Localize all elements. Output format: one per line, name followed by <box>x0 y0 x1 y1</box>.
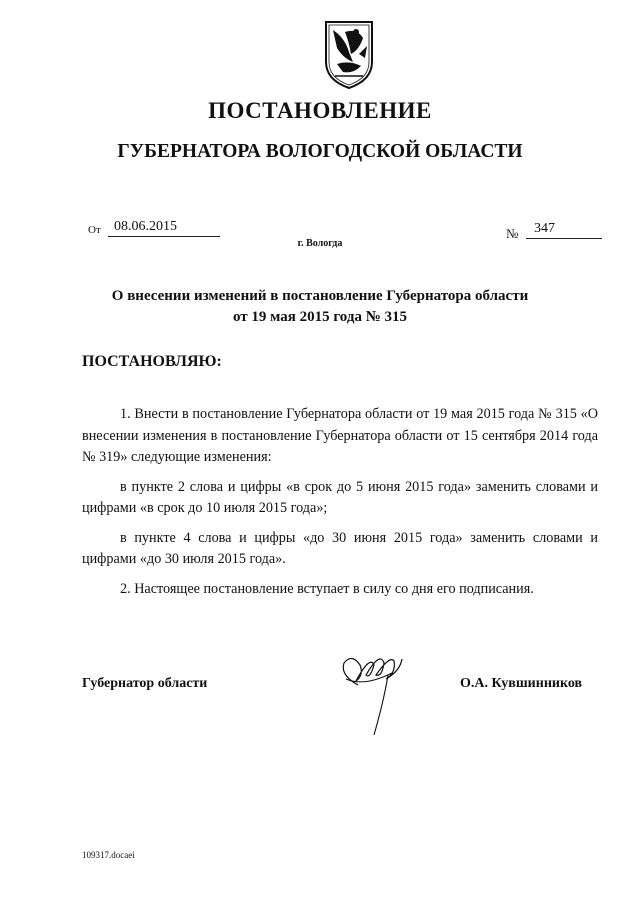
decree-word: ПОСТАНОВЛЯЮ: <box>82 353 222 370</box>
number-value: 347 <box>534 221 555 236</box>
vologda-coat-of-arms-icon <box>323 18 375 90</box>
signatory-post: Губернатор области <box>82 676 208 691</box>
date-label: От <box>88 224 101 236</box>
document-subject <box>60 286 580 328</box>
city: г. Вологда <box>297 238 343 249</box>
subject-line-2: от 19 мая 2015 года № 315 <box>232 309 408 325</box>
paragraph-2: в пункте 2 слова и цифры «в срок до 5 июня 2015 года» заменить словами и цифрами «в срок до 10 июля 2015 года»; <box>82 478 598 516</box>
document-issuer: ГУБЕРНАТОРА ВОЛОГОДСКОЙ ОБЛАСТИ <box>117 141 523 162</box>
handwritten-signature <box>330 645 410 740</box>
signatory-name: О.А. Кувшинников <box>460 676 583 691</box>
paragraph-4: 2. Настоящее постановление вступает в силу со дня его подписания. <box>120 580 534 597</box>
date-value: 08.06.2015 <box>114 219 177 234</box>
paragraph-3: в пункте 4 слова и цифры «до 30 июня 2015 года» заменить словами и цифрами «до 30 июля 2015 года». <box>82 529 598 567</box>
date-field <box>108 220 220 237</box>
number-field <box>526 222 602 239</box>
subject-line-1: О внесении изменений в постановление Губернатора области <box>111 288 529 304</box>
document-title: ПОСТАНОВЛЕНИЕ <box>208 98 432 123</box>
document-body <box>82 404 598 608</box>
paragraph-1: 1. Внести в постановление Губернатора области от 19 мая 2015 года № 315 «О внесении изменения в постановление Губернатора области от 15 сентября 2014 года № 319» следующие изменения: <box>82 406 598 465</box>
file-reference: 109317.docaei <box>82 850 135 860</box>
number-label: № <box>506 226 519 241</box>
